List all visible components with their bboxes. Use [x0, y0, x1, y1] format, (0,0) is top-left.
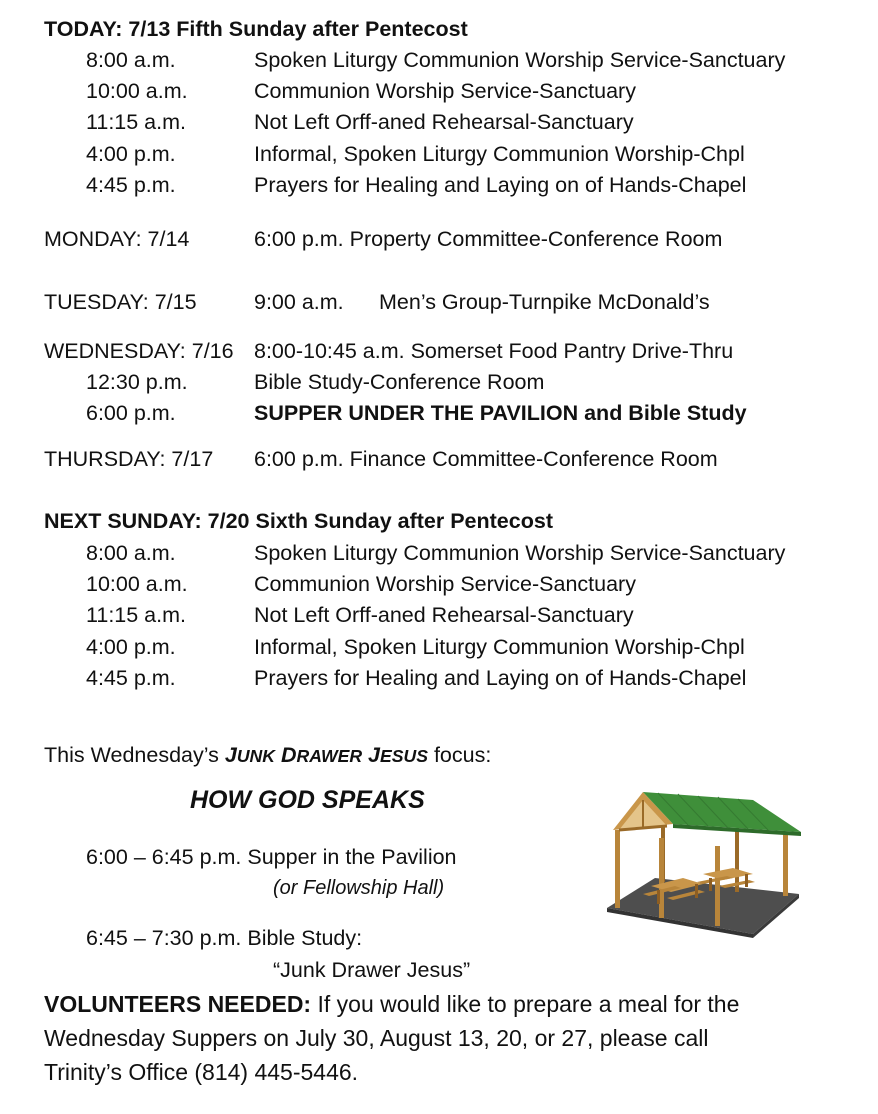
today-event-2: Communion Worship Service-Sanctuary — [254, 79, 636, 103]
pavilion-illustration — [603, 790, 803, 938]
pavilion-post — [615, 830, 620, 908]
next-event-4: Informal, Spoken Liturgy Communion Worship-Chpl — [254, 635, 745, 659]
next-event-3: Not Left Orff-aned Rehearsal-Sanctuary — [254, 603, 634, 627]
tuesday-time: 9:00 a.m. — [254, 290, 344, 314]
today-time-5: 4:45 p.m. — [86, 173, 176, 197]
next-time-3: 11:15 a.m. — [86, 603, 186, 627]
next-event-1: Spoken Liturgy Communion Worship Service-Sanctuary — [254, 541, 786, 565]
study-title: “Junk Drawer Jesus” — [273, 958, 471, 982]
wednesday-time-2: 12:30 p.m. — [86, 370, 188, 394]
wednesday-event-1: 8:00-10:45 a.m. Somerset Food Pantry Drive-Thru — [254, 339, 734, 363]
next-time-5: 4:45 p.m. — [86, 666, 176, 690]
today-event-1: Spoken Liturgy Communion Worship Service-Sanctuary — [254, 48, 786, 72]
volunteers-text-1: If you would like to prepare a meal for the — [311, 991, 740, 1017]
wednesday-time-3: 6:00 p.m. — [86, 401, 176, 425]
today-time-1: 8:00 a.m. — [86, 48, 176, 72]
focus-intro: This Wednesday’s — [44, 743, 219, 767]
today-event-4: Informal, Spoken Liturgy Communion Worship-Chpl — [254, 142, 745, 166]
volunteers-line-1 — [44, 991, 739, 1017]
focus-intro-line — [44, 743, 491, 768]
monday-event: 6:00 p.m. Property Committee-Conference Room — [254, 227, 723, 251]
volunteers-line-2: Wednesday Suppers on July 30, August 13, 20, or 27, please call — [44, 1025, 709, 1051]
wednesday-event-2: Bible Study-Conference Room — [254, 370, 545, 394]
today-event-3: Not Left Orff-aned Rehearsal-Sanctuary — [254, 110, 634, 134]
monday-label: MONDAY: 7/14 — [44, 227, 190, 251]
series-name: JUNK DRAWER JESUS — [224, 743, 428, 767]
tuesday-label: TUESDAY: 7/15 — [44, 290, 197, 314]
today-time-2: 10:00 a.m. — [86, 79, 188, 103]
today-heading: TODAY: 7/13 Fifth Sunday after Pentecost — [44, 17, 468, 41]
supper-time: 6:00 – 6:45 p.m. Supper in the Pavilion — [86, 845, 457, 869]
next-event-5: Prayers for Healing and Laying on of Hands-Chapel — [254, 666, 747, 690]
today-event-5: Prayers for Healing and Laying on of Hands-Chapel — [254, 173, 747, 197]
focus-title: HOW GOD SPEAKS — [190, 786, 425, 814]
focus-suffix: focus: — [433, 743, 492, 767]
next-time-1: 8:00 a.m. — [86, 541, 176, 565]
tuesday-event: Men’s Group-Turnpike McDonald’s — [379, 290, 710, 314]
next-time-2: 10:00 a.m. — [86, 572, 188, 596]
next-sunday-heading: NEXT SUNDAY: 7/20 Sixth Sunday after Pentecost — [44, 509, 553, 533]
wednesday-label: WEDNESDAY: 7/16 — [44, 339, 234, 363]
thursday-event: 6:00 p.m. Finance Committee-Conference Room — [254, 447, 718, 471]
next-event-2: Communion Worship Service-Sanctuary — [254, 572, 636, 596]
today-time-3: 11:15 a.m. — [86, 110, 186, 134]
study-time: 6:45 – 7:30 p.m. Bible Study: — [86, 926, 363, 950]
supper-alt: (or Fellowship Hall) — [273, 877, 445, 899]
volunteers-line-3: Trinity’s Office (814) 445-5446. — [44, 1059, 359, 1085]
volunteers-label: VOLUNTEERS NEEDED: — [44, 991, 312, 1017]
thursday-label: THURSDAY: 7/17 — [44, 447, 214, 471]
wednesday-event-3: SUPPER UNDER THE PAVILION and Bible Study — [254, 401, 747, 425]
next-time-4: 4:00 p.m. — [86, 635, 176, 659]
today-time-4: 4:00 p.m. — [86, 142, 176, 166]
